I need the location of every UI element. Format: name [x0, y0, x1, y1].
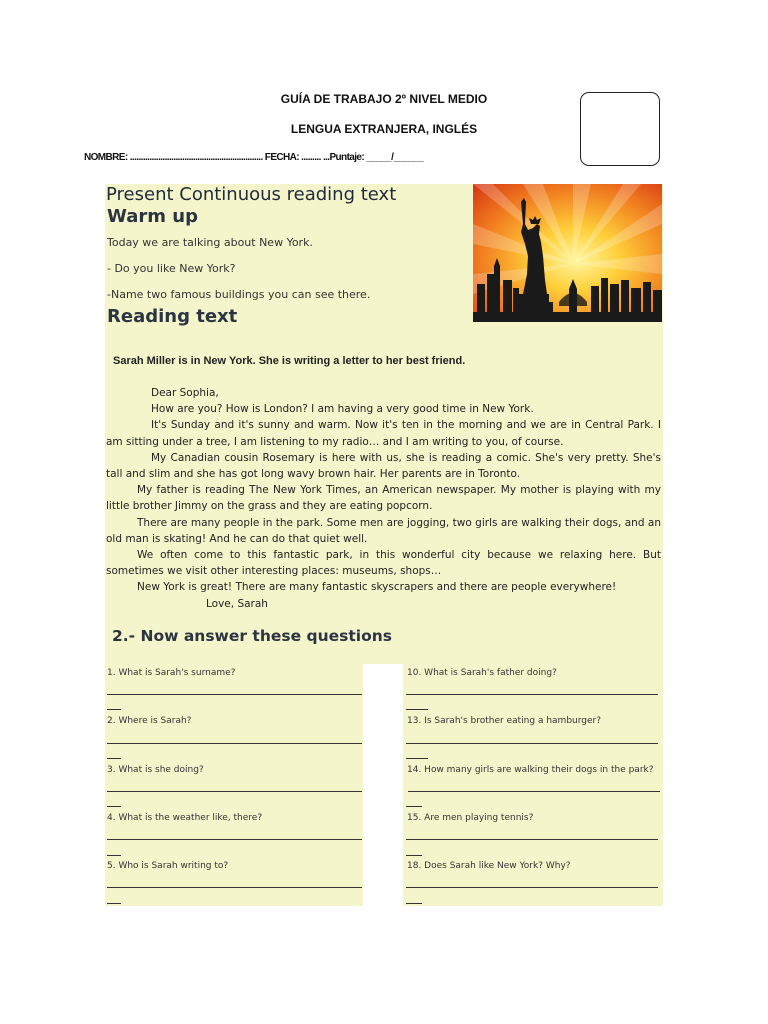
- question-label: 14. How many girls are walking their dogs in the park?: [407, 765, 654, 775]
- questions-heading: 2.- Now answer these questions: [112, 627, 393, 645]
- letter-paragraph: We often come to this fantastic park, in this wonderful city because we relaxing here. But sometimes we visit other interesting places: museums, shops…: [106, 549, 661, 578]
- page-title: Present Continuous reading text: [106, 184, 397, 205]
- question-label: 18. Does Sarah like New York? Why?: [407, 861, 571, 871]
- answer-line[interactable]: [107, 887, 362, 888]
- letter-greeting: Dear Sophia,: [151, 387, 219, 399]
- warmup-line: - Do you like New York?: [107, 262, 236, 275]
- answer-line[interactable]: [107, 743, 362, 744]
- letter-paragraph: My Canadian cousin Rosemary is here with us, she is reading a comic. She's very pretty. She's tall and slim and she has got long wavy brown hair. Her parents are in Toronto.: [106, 451, 661, 481]
- answer-line-end: [107, 806, 121, 807]
- question-label: 4. What is the weather like, there?: [107, 813, 263, 823]
- answer-line[interactable]: [406, 839, 658, 840]
- question-label: 15. Are men playing tennis?: [407, 813, 534, 823]
- answer-line-end: [107, 903, 121, 904]
- worksheet-title: GUÍA DE TRABAJO 2º NIVEL MEDIO: [280, 92, 488, 106]
- reading-heading: Reading text: [107, 306, 238, 327]
- answer-line-end: [406, 903, 422, 904]
- letter-signoff: Love, Sarah: [206, 597, 268, 610]
- letter-text: [106, 385, 661, 612]
- answer-line[interactable]: [107, 791, 362, 792]
- statue-of-liberty-icon: [473, 184, 662, 322]
- answer-line-end: [406, 806, 422, 807]
- score-box: [580, 92, 660, 166]
- worksheet-subtitle: LENGUA EXTRANJERA, INGLÉS: [290, 122, 478, 136]
- warmup-heading: Warm up: [107, 206, 198, 227]
- answer-line-end: [107, 758, 121, 759]
- answer-line-end: [107, 855, 121, 856]
- answer-line-end: [107, 709, 121, 710]
- question-label: 2. Where is Sarah?: [107, 716, 192, 726]
- letter-paragraph: It's Sunday and it's sunny and warm. Now it's ten in the morning and we are in Central Park. I am sitting under a tree, I am listening to my radio… and I am writing to you, of course.: [106, 419, 661, 448]
- answer-line[interactable]: [406, 743, 658, 744]
- answer-line[interactable]: [107, 839, 362, 840]
- letter-paragraph: My father is reading The New York Times, an American newspaper. My mother is playing with my little brother Jimmy on the grass and they are eating popcorn.: [106, 484, 661, 513]
- reading-intro: Sarah Miller is in New York. She is writing a letter to her best friend.: [113, 355, 466, 367]
- student-info-line: NOMBRE: ............................................................. FECHA: ......... ...Puntaje: _____/______: [84, 152, 424, 163]
- warmup-line: Today we are talking about New York.: [107, 236, 313, 249]
- answer-line[interactable]: [406, 887, 658, 888]
- question-label: 10. What is Sarah's father doing?: [407, 668, 557, 678]
- answer-line[interactable]: [408, 791, 660, 792]
- question-label: 1. What is Sarah's surname?: [107, 668, 236, 678]
- answer-line-end: [406, 709, 428, 710]
- answer-line-end: [406, 758, 428, 759]
- question-label: 5. Who is Sarah writing to?: [107, 861, 229, 871]
- question-label: 3. What is she doing?: [107, 765, 204, 775]
- answer-line[interactable]: [107, 694, 362, 695]
- letter-paragraph: New York is great! There are many fantastic skyscrapers and there are people everywhere!: [137, 581, 617, 594]
- question-label: 13. Is Sarah's brother eating a hamburger?: [407, 716, 602, 726]
- warmup-line: -Name two famous buildings you can see there.: [107, 288, 371, 301]
- letter-paragraph: There are many people in the park. Some men are jogging, two girls are walking their dogs, and an old man is skating! And he can do that quiet well.: [106, 516, 661, 545]
- answer-line[interactable]: [406, 694, 658, 695]
- answer-line-end: [406, 855, 422, 856]
- letter-paragraph: How are you? How is London? I am having a very good time in New York.: [151, 403, 534, 416]
